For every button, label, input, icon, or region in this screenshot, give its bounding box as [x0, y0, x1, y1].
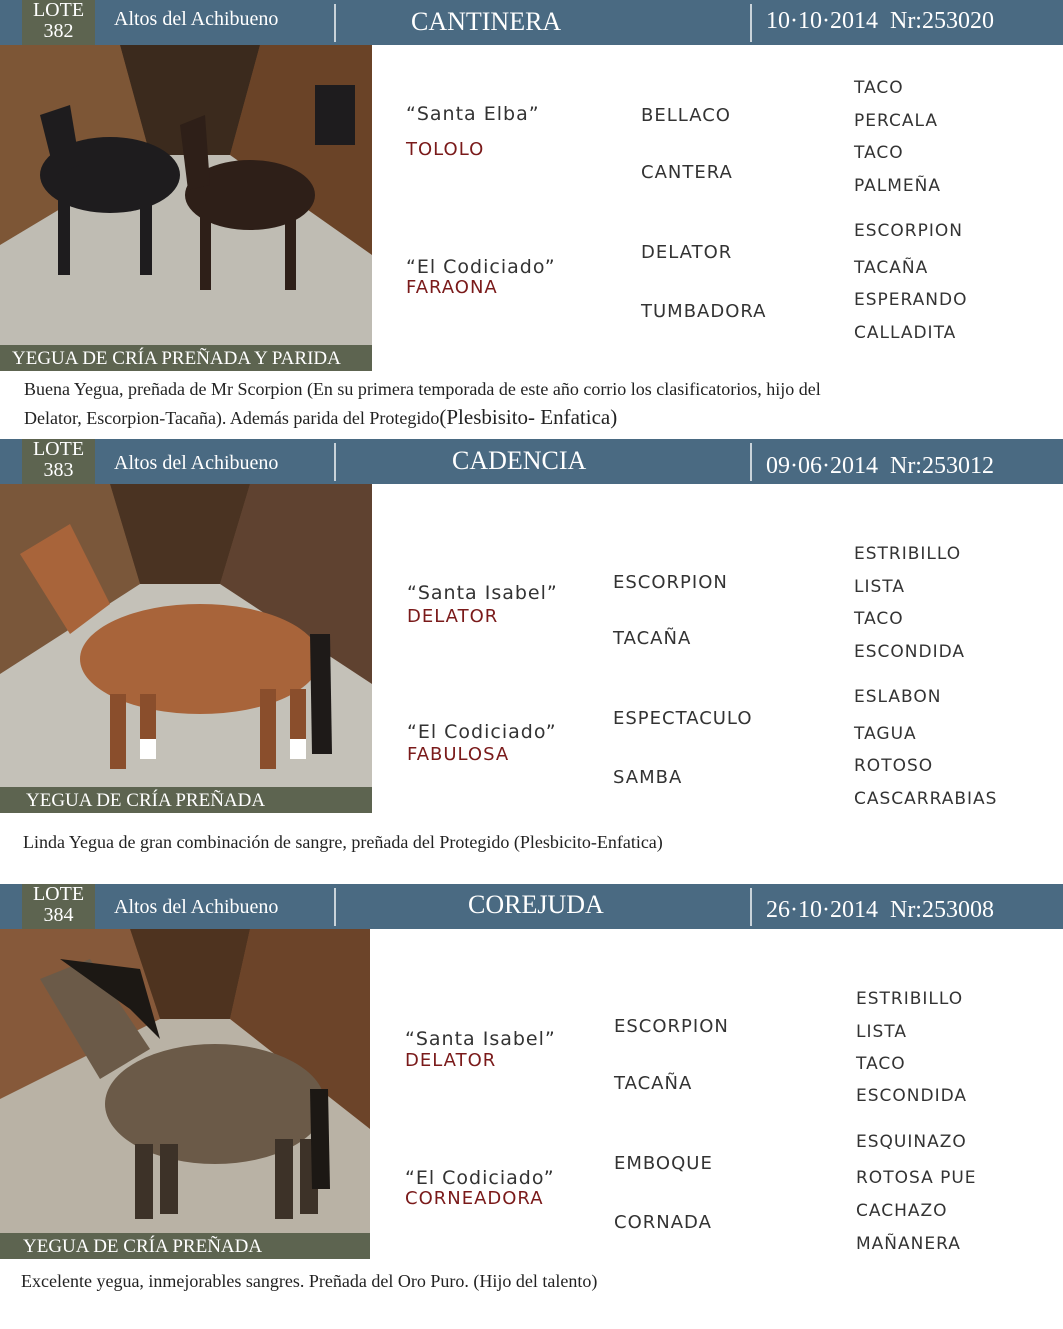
lot-382: [0, 0, 1063, 436]
grandparent: ESCORPION: [614, 1016, 729, 1037]
date-and-registration: [766, 453, 994, 480]
sire-stud: “Santa Isabel”: [405, 1028, 556, 1050]
dam-stud: “El Codiciado”: [405, 1167, 555, 1189]
header-divider: [750, 888, 752, 926]
grandparent: TACAÑA: [614, 1073, 693, 1094]
photo-caption: YEGUA DE CRÍA PREÑADA: [0, 1233, 370, 1259]
photo-caption: YEGUA DE CRÍA PREÑADA: [0, 787, 372, 813]
lote-label: LOTE: [32, 883, 85, 905]
great-grandparent: ESCORPION: [854, 221, 963, 241]
lote-number: 383: [43, 459, 74, 481]
lote-label: LOTE: [32, 438, 85, 460]
great-grandparent: TACO: [856, 1054, 906, 1074]
horse-name: CANTINERA: [411, 7, 562, 36]
great-grandparent: ESTRIBILLO: [856, 989, 964, 1009]
great-grandparent: ESQUINAZO: [856, 1132, 967, 1152]
lot-description: [23, 828, 843, 856]
header-divider: [750, 4, 752, 42]
sire-name: TOLOLO: [406, 139, 485, 160]
great-grandparent: ESLABON: [854, 687, 942, 707]
great-grandparent: ESPERANDO: [854, 290, 968, 310]
great-grandparent: TAGUA: [854, 724, 917, 744]
lote-badge: [22, 439, 95, 484]
header-divider: [334, 443, 336, 481]
grandparent: SAMBA: [613, 767, 683, 788]
grandparent: EMBOQUE: [614, 1153, 713, 1174]
dam-name: FARAONA: [406, 277, 498, 298]
registration-number: Nr:253012: [889, 453, 994, 479]
lot-header-bar: [0, 439, 1063, 484]
dam-stud: “El Codiciado”: [407, 721, 557, 743]
horse-photo: [0, 484, 372, 787]
lot-description: [24, 375, 844, 432]
grandparent: TUMBADORA: [641, 301, 767, 322]
great-grandparent: CACHAZO: [856, 1201, 948, 1221]
great-grandparent: ESTRIBILLO: [854, 544, 962, 564]
grandparent: ESCORPION: [613, 572, 728, 593]
sire-name: DELATOR: [405, 1050, 497, 1071]
lote-badge: [22, 0, 95, 45]
great-grandparent: PERCALA: [854, 111, 938, 131]
great-grandparent: PALMEÑA: [854, 176, 942, 196]
header-divider: [334, 4, 336, 42]
breeder-name: Altos del Achibueno: [114, 8, 279, 30]
lot-383: [0, 439, 1063, 879]
grandparent: BELLACO: [641, 105, 731, 126]
grandparent: TACAÑA: [613, 628, 692, 649]
breeder-name: Altos del Achibueno: [114, 452, 279, 474]
birth-date: 10·10·2014: [766, 8, 878, 34]
grandparent: CORNADA: [614, 1212, 712, 1233]
lot-description: [21, 1267, 841, 1295]
description-text: Buena Yegua, preñada de Mr Scorpion (En su primera temporada de este año corrio los clasificatorios, hijo del Delator, Escorpion-Tacaña). Además parida del Protegido: [24, 379, 821, 428]
description-extra: (Plesbisito- Enfatica): [439, 405, 618, 429]
great-grandparent: CASCARRABIAS: [854, 789, 998, 809]
grandparent: CANTERA: [641, 162, 733, 183]
dam-stud: “El Codiciado”: [406, 256, 556, 278]
header-divider: [750, 443, 752, 481]
birth-date: 09·06·2014: [766, 453, 878, 479]
lote-number: 382: [43, 20, 74, 42]
lote-number: 384: [43, 904, 74, 926]
photo-caption: YEGUA DE CRÍA PREÑADA Y PARIDA: [0, 345, 372, 371]
lote-label: LOTE: [32, 0, 85, 21]
sire-stud: “Santa Elba”: [406, 103, 540, 125]
great-grandparent: ESCONDIDA: [856, 1086, 968, 1106]
description-text: Linda Yegua de gran combinación de sangre, preñada del Protegido (Plesbicito-Enfatica): [23, 832, 663, 852]
great-grandparent: LISTA: [856, 1022, 907, 1042]
header-divider: [334, 888, 336, 926]
grandparent: ESPECTACULO: [613, 708, 753, 729]
great-grandparent: MAÑANERA: [856, 1234, 961, 1254]
lot-header-bar: [0, 884, 1063, 929]
horse-photo: [0, 929, 370, 1233]
horse-photo: [0, 45, 372, 345]
great-grandparent: TACO: [854, 78, 904, 98]
lot-384: [0, 884, 1063, 1324]
great-grandparent: CALLADITA: [854, 323, 957, 343]
horse-photo-image: [0, 484, 372, 787]
great-grandparent: TACO: [854, 143, 904, 163]
lot-header-bar: [0, 0, 1063, 45]
birth-date: 26·10·2014: [766, 897, 878, 923]
great-grandparent: ESCONDIDA: [854, 642, 966, 662]
dam-name: FABULOSA: [407, 744, 510, 765]
breeder-name: Altos del Achibueno: [114, 896, 279, 918]
great-grandparent: LISTA: [854, 577, 905, 597]
lote-badge: [22, 884, 95, 929]
horse-name: COREJUDA: [468, 890, 604, 919]
sire-name: DELATOR: [407, 606, 499, 627]
great-grandparent: TACO: [854, 609, 904, 629]
description-text: Excelente yegua, inmejorables sangres. Preñada del Oro Puro. (Hijo del talento): [21, 1271, 598, 1291]
great-grandparent: TACAÑA: [854, 258, 929, 278]
date-and-registration: [766, 897, 994, 924]
registration-number: Nr:253008: [889, 897, 994, 923]
horse-name: CADENCIA: [452, 446, 587, 475]
grandparent: DELATOR: [641, 242, 733, 263]
date-and-registration: [766, 8, 994, 35]
sire-stud: “Santa Isabel”: [407, 582, 558, 604]
horse-photo-image: [0, 929, 370, 1233]
great-grandparent: ROTOSA PUE: [856, 1168, 977, 1188]
dam-name: CORNEADORA: [405, 1188, 544, 1209]
great-grandparent: ROTOSO: [854, 756, 934, 776]
registration-number: Nr:253020: [889, 8, 994, 34]
horse-photo-image: [0, 45, 372, 345]
